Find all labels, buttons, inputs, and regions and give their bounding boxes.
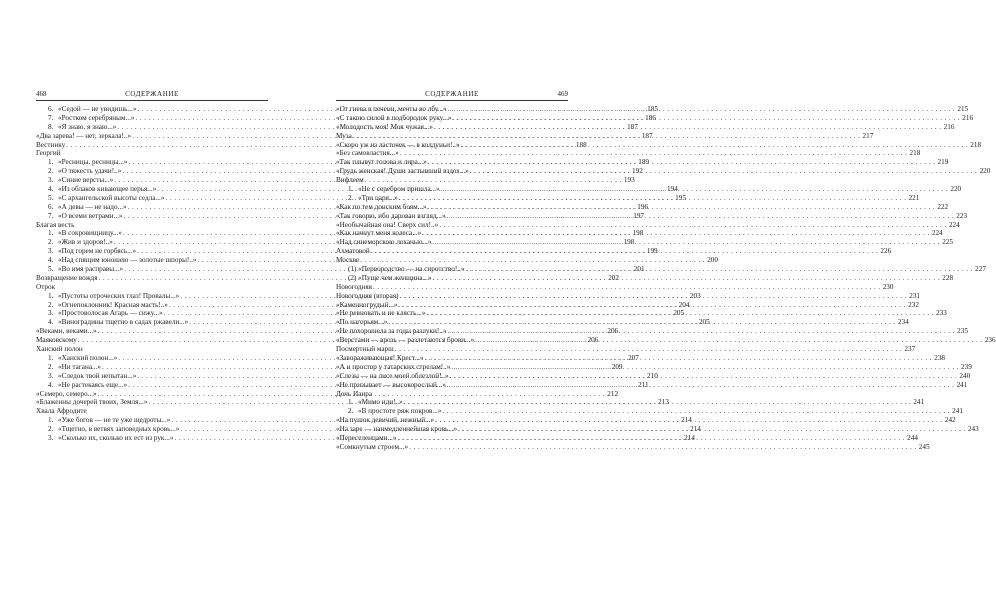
entry-page-number: 201: [633, 265, 645, 274]
dot-leader: [447, 327, 954, 336]
entry-number: 3.: [48, 433, 54, 442]
entry-number: 2.: [48, 238, 54, 247]
entry-page-number: 187: [641, 131, 653, 140]
entry-title: «Не с серебром пришла...»: [358, 185, 440, 194]
entry-page-number: 185: [647, 105, 658, 113]
entry-page-number: 189: [638, 158, 650, 167]
entry-number: 1.: [348, 185, 354, 194]
entry-number: 4.: [48, 185, 54, 194]
toc-entry: [36, 283, 268, 292]
entry-title: «А и простор у татарских стрелам!..»: [336, 362, 451, 371]
entry-number: 3.: [48, 309, 54, 318]
page-number: 468: [36, 90, 47, 98]
entry-title: «Ханский полон...»: [58, 353, 118, 362]
entry-number: 3.: [48, 371, 54, 380]
entry-number: 8.: [48, 122, 54, 131]
header-rule: [336, 100, 568, 101]
entry-title: «Из облаков кивающее перья...»: [58, 185, 157, 194]
dot-leader: [422, 229, 929, 238]
entry-title: Муза: [336, 131, 352, 140]
dot-leader: [398, 301, 905, 310]
entry-page-number: 240: [959, 371, 971, 380]
entry-title: «Над синеморскою лоханью...»: [336, 238, 432, 247]
entry-title: «Синие версты...»: [58, 176, 114, 185]
entry-page-number: 241: [913, 398, 925, 407]
entry-page-number: 207: [628, 353, 639, 362]
entry-page-number: 213: [658, 398, 669, 407]
header-rule: [36, 100, 268, 101]
entry-page-number: 241: [952, 407, 963, 416]
entry-title: Маяковскому: [36, 336, 77, 345]
entry-page-number: 216: [962, 113, 974, 122]
entry-title: «Мимо иди!..»: [358, 398, 403, 407]
entry-title: «Пустоты отроческих глаз! Провалы...»: [58, 291, 180, 300]
dot-leader: [388, 318, 895, 327]
entry-number: 3.: [48, 176, 54, 185]
entry-title: Вифлеем: [336, 176, 364, 185]
entry-page-number: 236: [984, 336, 996, 345]
entry-page-number: 196: [637, 202, 649, 211]
entry-title: Новогодняя: [336, 282, 372, 291]
dot-leader: [475, 336, 982, 345]
entry-page-number: 212: [607, 389, 619, 398]
entry-page-number: 209: [611, 362, 623, 371]
entry-page-number: 188: [575, 140, 587, 149]
entry-page-number: 245: [918, 442, 930, 451]
entry-title: «О всеми ветрами...»: [58, 211, 123, 220]
entry-title: «Грудь женская! Души застывший вздох...»: [336, 167, 469, 176]
dot-leader: [409, 443, 916, 452]
page-number: 469: [557, 90, 568, 98]
entry-title: Георгий: [36, 149, 61, 158]
entry-page-number: 214: [690, 425, 701, 434]
entry-page-number: 225: [942, 238, 953, 247]
entry-title: «Не ревновать и не клясть...»: [336, 309, 426, 318]
running-head-left: [36, 90, 268, 102]
entry-page-number: 198: [632, 229, 644, 238]
entry-title: Москве: [336, 256, 360, 265]
entry-title: «По нагорьям...»: [336, 318, 388, 327]
entry-number: 1.: [348, 398, 354, 407]
entry-title: «С архангельской высоты седла...»: [58, 193, 165, 202]
dot-leader: [371, 247, 878, 256]
entry-title: «С такою силой в подбородок руку...»: [336, 113, 452, 122]
entry-title: Ханский полон: [36, 345, 83, 354]
dot-leader: [448, 105, 955, 114]
entry-title: «На заре — наимедленнейшая кровь...»: [336, 425, 458, 434]
dot-leader: [400, 149, 907, 158]
entry-page-number: 217: [862, 131, 874, 140]
entry-page-number: 187: [627, 122, 638, 131]
entry-number: 5.: [48, 193, 54, 202]
entry-page-number: 220: [950, 185, 962, 194]
dot-leader: [397, 434, 904, 443]
entry-page-number: 230: [882, 282, 894, 291]
entry-number: 6.: [48, 202, 54, 211]
entry-title: «Под горем не горбясь...»: [58, 247, 137, 256]
entry-title: «Над спящим юношею — золотые шпоры!..»: [58, 256, 197, 265]
dot-leader: [447, 212, 954, 221]
entry-page-number: 205: [673, 309, 685, 318]
dot-leader: [433, 274, 940, 283]
entry-number: 4.: [48, 256, 54, 265]
dot-leader: [399, 194, 906, 203]
entry-title: (2) «Пуще чем женщина...»: [348, 273, 432, 282]
entry-title: «Уже богов — не те уже щедроты...»: [58, 416, 171, 425]
toc-entry: [336, 407, 963, 416]
entry-page-number: 199: [646, 247, 658, 256]
entry-page-number: 198: [623, 238, 635, 247]
toc-entry: [336, 390, 568, 399]
entry-page-number: 203: [689, 291, 701, 300]
dot-leader: [465, 265, 972, 274]
entry-page-number: 231: [909, 291, 921, 300]
entry-title: «Во имя расправы...»: [58, 265, 124, 274]
entry-title: Хвала Афродите: [36, 407, 87, 416]
entry-number: 7.: [48, 211, 54, 220]
toc-entry: [36, 345, 268, 354]
entry-page-number: 222: [937, 202, 949, 211]
entry-title: «Не растекаясь еще...»: [58, 380, 128, 389]
entry-page-number: 194: [667, 185, 678, 194]
entry-title: «Сколько их, сколько их ест из рук...»: [58, 433, 174, 442]
entry-page-number: 223: [956, 211, 968, 220]
entry-page-number: 221: [908, 193, 920, 202]
entry-title: Отрок: [36, 282, 56, 291]
entry-title: Новогодняя (вторая): [336, 291, 399, 300]
entry-number: 2.: [48, 362, 54, 371]
entry-title: «Семеро, семеро...»: [36, 389, 97, 398]
entry-title: «О тяжесть удачи!..»: [58, 167, 122, 176]
dot-leader: [441, 185, 948, 194]
entry-page-number: 214: [681, 416, 692, 425]
toc-entry: [336, 345, 916, 354]
entry-page-number: 233: [936, 309, 947, 318]
toc-entry: [36, 407, 268, 416]
entry-page-number: 193: [623, 176, 635, 185]
entry-title: «Необычайная она! Сверх сил!..»: [336, 220, 439, 229]
entry-title: «Жив и здоров!..»: [58, 238, 113, 247]
toc-entry: [336, 220, 960, 230]
dot-leader: [434, 123, 941, 132]
dot-leader: [373, 283, 880, 292]
dot-leader: [395, 345, 902, 354]
entry-page-number: 218: [909, 149, 921, 158]
entry-title: «В простоте ряж покров...»: [358, 407, 442, 416]
entry-page-number: 243: [967, 425, 979, 434]
entry-title: «На пушок девичий, нежный...»: [336, 416, 435, 425]
entry-title: «Завораживающая! Крест...»: [336, 353, 424, 362]
entry-page-number: 220: [979, 167, 991, 176]
entry-title: «Без самовластия...»: [336, 149, 399, 158]
entry-page-number: 242: [944, 416, 956, 425]
dot-leader: [447, 381, 954, 390]
toc-entry: [36, 149, 268, 158]
entry-title: «Слезы — на лисе моей облезлой!..»: [336, 371, 449, 380]
entry-number: 5.: [48, 265, 54, 274]
entry-number: 1.: [48, 158, 54, 167]
dot-leader: [425, 354, 932, 363]
entry-page-number: 204: [678, 300, 690, 309]
dot-leader: [470, 167, 977, 176]
entry-title: Вестнику: [36, 140, 66, 149]
dot-leader: [400, 292, 907, 301]
entry-title: «А девы — не надо...»: [58, 202, 127, 211]
dot-leader: [404, 398, 911, 407]
entry-title: «Скоро уж из ласточек — в колдуньи!..»: [336, 140, 460, 149]
entry-page-number: 234: [898, 318, 909, 327]
entry-number: 2.: [48, 167, 54, 176]
dot-leader: [439, 221, 946, 230]
entry-page-number: 235: [957, 327, 968, 336]
entry-title: Возвращение вождя: [36, 273, 98, 282]
entry-title: «Блаженны дочерей твоих, Земля...»: [36, 398, 148, 407]
entry-page-number: 216: [943, 122, 955, 131]
entry-page-number: 219: [937, 158, 949, 167]
entry-title: «Я знаю, я знаю...»: [58, 122, 117, 131]
dot-leader: [353, 132, 860, 141]
entry-title: «Два зарева! — нет, зеркала!..»: [36, 131, 132, 140]
entry-number: 4.: [48, 380, 54, 389]
dot-leader: [435, 416, 942, 425]
entry-page-number: 228: [942, 273, 954, 282]
entry-page-number: 206: [607, 327, 619, 336]
entry-page-number: 214: [684, 433, 695, 442]
entry-number: 2.: [348, 193, 354, 202]
entry-number: 1.: [48, 291, 54, 300]
entry-page-number: 218: [970, 140, 982, 149]
entry-page-number: 205: [698, 318, 710, 327]
entry-page-number: 186: [645, 113, 656, 122]
toc-entry: [36, 221, 268, 230]
entry-title: Посмертный марш: [336, 345, 394, 354]
dot-leader: [432, 238, 939, 247]
running-title: СОДЕРЖАНИЕ: [125, 90, 179, 98]
running-head-right: [336, 90, 568, 102]
entry-page-number: 227: [975, 265, 986, 274]
entry-title: «Виноградины тщетно в садах ржавели...»: [58, 318, 189, 327]
entry-title: «Сомкнутым строем...»: [336, 442, 409, 451]
entry-title: Дочь Иаира: [336, 389, 373, 398]
entry-title: «Веками, веками...»: [36, 327, 97, 336]
entry-title: «Ни тагана...»: [58, 362, 102, 371]
entry-title: «Седой — не увидишь...»: [58, 105, 137, 113]
entry-number: 1.: [48, 229, 54, 238]
entry-title: «Переселенцами...»: [336, 433, 397, 442]
entry-title: «Следок твой непытан...»: [58, 371, 137, 380]
entry-number: 7.: [48, 113, 54, 122]
entry-page-number: 224: [948, 220, 960, 229]
dot-leader: [451, 363, 958, 372]
running-title: СОДЕРЖАНИЕ: [425, 90, 479, 98]
dot-leader: [426, 309, 933, 318]
entry-number: 2.: [48, 300, 54, 309]
entry-page-number: 237: [904, 345, 916, 354]
entry-title: «В сокровищницу...»: [58, 229, 122, 238]
entry-title: «Как начнут меня колеса...»: [336, 229, 422, 238]
entry-number: 1.: [48, 353, 54, 362]
entry-page-number: 195: [675, 193, 686, 202]
toc-entry: [336, 149, 921, 158]
entry-title: «Простоволосая Агарь — сижу...»: [58, 309, 163, 318]
toc-entry: [336, 176, 568, 185]
entry-number: 2.: [48, 425, 54, 434]
entry-title: «Не похорошела за годы разлуки!..»: [336, 327, 447, 336]
entry-page-number: 210: [647, 371, 658, 380]
entry-number: 1.: [48, 416, 54, 425]
entry-page-number: 215: [957, 105, 969, 113]
entry-page-number: 197: [633, 211, 645, 220]
entry-title: «Как по тем донским боям...»: [336, 202, 427, 211]
entry-page-number: 192: [632, 167, 643, 176]
entry-title: «Огнепоклонник! Красная масть!..»: [58, 300, 168, 309]
entry-title: «Тщетно, в ветвях заповедных кровь...»: [58, 425, 180, 434]
entry-title: «Ресницы, ресницы...»: [58, 158, 128, 167]
entry-title: Ахматовой: [336, 247, 370, 256]
entry-page-number: 232: [908, 300, 919, 309]
entry-title: «Три царя...»: [358, 193, 398, 202]
entry-title: «Не призывает — высокорослый...»: [336, 380, 446, 389]
entry-title: «От гнева в печени, мечты во лбу...»: [336, 105, 447, 113]
dot-leader: [428, 203, 935, 212]
entry-page-number: 224: [931, 229, 943, 238]
toc-entry: [336, 256, 568, 265]
entry-page-number: 244: [907, 433, 918, 442]
entry-number: 6.: [48, 105, 54, 113]
dot-leader: [461, 141, 968, 150]
entry-page-number: 238: [934, 353, 946, 362]
entry-page-number: 239: [961, 362, 972, 371]
dot-leader: [458, 425, 965, 434]
entry-title: (1) «Первородство — на сиротство!..»: [348, 265, 465, 274]
entry-number: 4.: [48, 318, 54, 327]
entry-page-number: 202: [608, 273, 619, 282]
entry-title: «Так говорю, ибо дарован взгляд...»: [336, 211, 446, 220]
entry-title: Благая весть: [36, 220, 75, 229]
entry-number: 2.: [348, 407, 354, 416]
entry-number: 3.: [48, 247, 54, 256]
entry-page-number: 241: [956, 380, 968, 389]
dot-leader: [428, 158, 935, 167]
toc-entry: [336, 442, 930, 452]
toc-entry: [336, 282, 894, 292]
dot-leader: [450, 372, 957, 381]
entry-title: «Ростком серебряным...»: [58, 113, 135, 122]
entry-page-number: 211: [638, 380, 649, 389]
dot-leader: [453, 114, 960, 123]
entry-title: «Так плывут голова и лира...»: [336, 158, 427, 167]
entry-title: «Верстами — врозь — разлетаются брови...»: [336, 336, 475, 345]
entry-page-number: 200: [707, 256, 718, 265]
dot-leader: [442, 407, 949, 416]
entry-title: «Каменногрудый...»: [336, 300, 398, 309]
entry-page-number: 226: [880, 247, 892, 256]
entry-page-number: 206: [587, 336, 599, 345]
entry-title: «Молодость моя! Моя чужая...»: [336, 122, 433, 131]
